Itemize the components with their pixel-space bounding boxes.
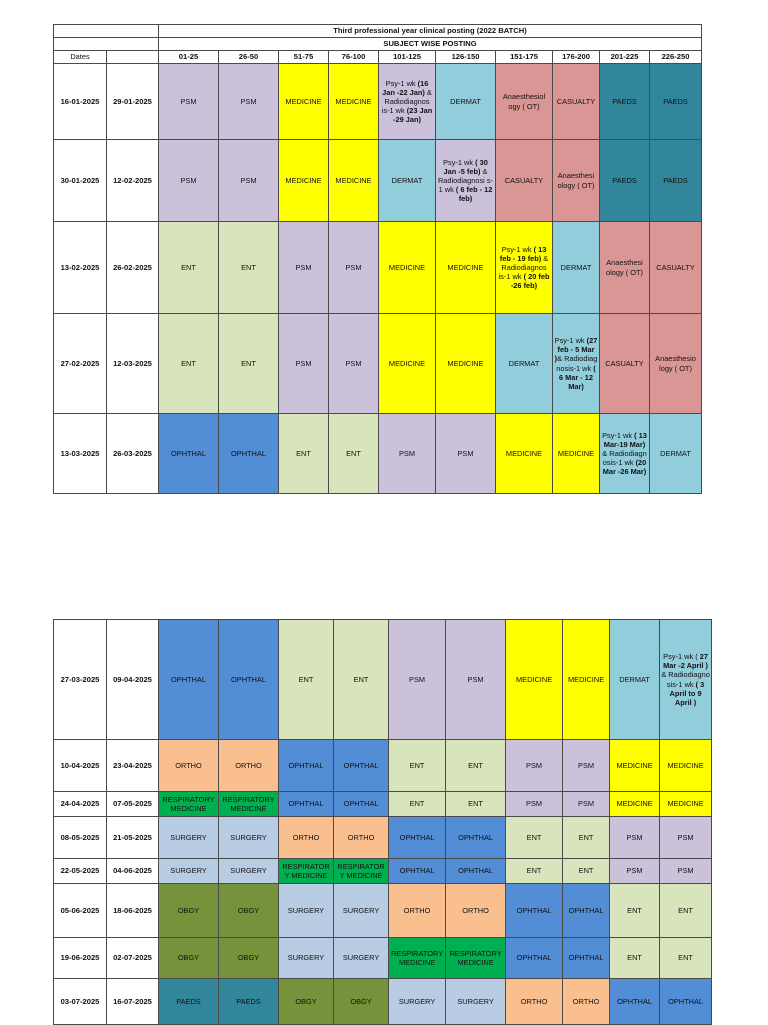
table-row (54, 414, 702, 494)
posting-cell: SURGERY (334, 938, 389, 979)
column-header-51-75: 51-75 (279, 51, 329, 64)
posting-table-2 (53, 619, 712, 1025)
posting-cell: OPHTHAL (389, 817, 446, 859)
posting-cell: SURGERY (446, 979, 506, 1025)
posting-cell: OPHTHAL (159, 620, 219, 740)
posting-cell: PSM (563, 792, 610, 817)
posting-cell: Anaesthesio logy ( OT) (650, 314, 702, 414)
posting-cell: RESPIRATORY MEDICINE (334, 859, 389, 884)
posting-note-cell: Psy-1 wk ( 27 Mar -2 April ) & Radiodiagno sis-1 wk ( 3 April to 9 April ) (660, 620, 712, 740)
posting-cell: ORTHO (159, 740, 219, 792)
posting-cell: OPHTHAL (334, 792, 389, 817)
posting-cell: MEDICINE (379, 314, 436, 414)
posting-cell: MEDICINE (329, 140, 379, 222)
posting-cell: ENT (334, 620, 389, 740)
posting-cell: PSM (329, 314, 379, 414)
column-header-76-100: 76-100 (329, 51, 379, 64)
posting-cell: PSM (446, 620, 506, 740)
title-row (54, 25, 702, 38)
posting-cell: RESPIRATORY MEDICINE (389, 938, 446, 979)
date-from: 19-06-2025 (54, 938, 107, 979)
posting-cell: ENT (219, 314, 279, 414)
date-to: 26-02-2025 (107, 222, 159, 314)
posting-cell: PAEDS (650, 64, 702, 140)
column-header-226-250: 226-250 (650, 51, 702, 64)
posting-note-cell: Psy-1 wk (27 feb - 5 Mar )& Radiodiag nosis-1 wk ( 6 Mar - 12 Mar) (553, 314, 600, 414)
posting-cell: CASUALTY (553, 64, 600, 140)
date-to: 23-04-2025 (107, 740, 159, 792)
posting-cell: CASUALTY (496, 140, 553, 222)
posting-cell: SURGERY (219, 817, 279, 859)
posting-cell: PSM (610, 859, 660, 884)
column-header-row (54, 51, 702, 64)
posting-note-cell: Psy-1 wk ( 13 feb - 19 feb) & Radiodiagnos is-1 wk ( 20 feb -26 feb) (496, 222, 553, 314)
posting-cell: OPHTHAL (610, 979, 660, 1025)
posting-cell: MEDICINE (329, 64, 379, 140)
date-from: 13-03-2025 (54, 414, 107, 494)
column-header-01-25: 01-25 (159, 51, 219, 64)
date-from: 08-05-2025 (54, 817, 107, 859)
posting-cell: OPHTHAL (660, 979, 712, 1025)
posting-cell: PSM (159, 140, 219, 222)
posting-cell: OPHTHAL (446, 859, 506, 884)
posting-cell: ENT (279, 414, 329, 494)
posting-cell: PAEDS (600, 140, 650, 222)
date-to: 12-02-2025 (107, 140, 159, 222)
posting-cell: ENT (159, 222, 219, 314)
posting-cell: SURGERY (159, 817, 219, 859)
posting-cell: ENT (389, 740, 446, 792)
posting-cell: ORTHO (389, 884, 446, 938)
posting-note-cell: Psy-1 wk ( 30 Jan -5 feb) & Radiodiagnosi s-1 wk ( 6 feb - 12 feb) (436, 140, 496, 222)
page-title: Third professional year clinical posting (2022 BATCH) (159, 25, 702, 38)
posting-cell: ENT (563, 859, 610, 884)
posting-cell: PSM (436, 414, 496, 494)
table-row (54, 140, 702, 222)
date-to: 21-05-2025 (107, 817, 159, 859)
posting-cell: SURGERY (279, 938, 334, 979)
table-row (54, 792, 712, 817)
posting-cell: ORTHO (446, 884, 506, 938)
posting-cell: PSM (329, 222, 379, 314)
table-row (54, 859, 712, 884)
table-row (54, 314, 702, 414)
posting-cell: Anaesthesi ology ( OT) (553, 140, 600, 222)
posting-cell: Anaesthesiol ogy ( OT) (496, 64, 553, 140)
column-header-151-175: 151-175 (496, 51, 553, 64)
posting-cell: ENT (159, 314, 219, 414)
date-to: 16-07-2025 (107, 979, 159, 1025)
date-from: 22-05-2025 (54, 859, 107, 884)
posting-cell: MEDICINE (553, 414, 600, 494)
posting-cell: MEDICINE (563, 620, 610, 740)
posting-cell: OPHTHAL (563, 884, 610, 938)
posting-cell: PSM (159, 64, 219, 140)
posting-cell: PSM (389, 620, 446, 740)
posting-cell: OBGY (219, 938, 279, 979)
date-from: 27-03-2025 (54, 620, 107, 740)
posting-cell: DERMAT (496, 314, 553, 414)
posting-cell: MEDICINE (436, 314, 496, 414)
posting-cell: PSM (660, 859, 712, 884)
posting-cell: OPHTHAL (506, 938, 563, 979)
table-row (54, 64, 702, 140)
posting-cell: PSM (219, 140, 279, 222)
page-subtitle: SUBJECT WISE POSTING (159, 38, 702, 51)
posting-cell: ORTHO (506, 979, 563, 1025)
posting-cell: RESPIRATORY MEDICINE (446, 938, 506, 979)
posting-cell: MEDICINE (279, 140, 329, 222)
date-to: 07-05-2025 (107, 792, 159, 817)
column-header-26-50: 26-50 (219, 51, 279, 64)
posting-cell: MEDICINE (660, 792, 712, 817)
posting-cell: OPHTHAL (334, 740, 389, 792)
posting-cell: OPHTHAL (219, 620, 279, 740)
posting-cell: CASUALTY (650, 222, 702, 314)
subtitle-row (54, 38, 702, 51)
date-to: 18-06-2025 (107, 884, 159, 938)
column-header-101-125: 101-125 (379, 51, 436, 64)
posting-cell: RESPIRATORY MEDICINE (219, 792, 279, 817)
posting-cell: PSM (506, 740, 563, 792)
posting-cell: ORTHO (334, 817, 389, 859)
date-to: 09-04-2025 (107, 620, 159, 740)
posting-cell: MEDICINE (610, 740, 660, 792)
posting-cell: SURGERY (389, 979, 446, 1025)
table-row (54, 938, 712, 979)
posting-cell: PSM (279, 314, 329, 414)
date-to: 26-03-2025 (107, 414, 159, 494)
posting-cell: Anaesthesi ology ( OT) (600, 222, 650, 314)
posting-cell: CASUALTY (600, 314, 650, 414)
posting-cell: RESPIRATORY MEDICINE (159, 792, 219, 817)
posting-cell: PSM (379, 414, 436, 494)
posting-cell: OPHTHAL (506, 884, 563, 938)
date-from: 30-01-2025 (54, 140, 107, 222)
posting-cell: OBGY (159, 938, 219, 979)
posting-cell: PSM (506, 792, 563, 817)
posting-cell: OPHTHAL (279, 740, 334, 792)
posting-cell: ENT (329, 414, 379, 494)
posting-cell: ENT (660, 884, 712, 938)
posting-cell: ENT (446, 740, 506, 792)
posting-cell: OPHTHAL (389, 859, 446, 884)
posting-cell: PAEDS (219, 979, 279, 1025)
posting-cell: OBGY (159, 884, 219, 938)
table-row (54, 817, 712, 859)
posting-cell: RESPIRATORY MEDICINE (279, 859, 334, 884)
date-from: 10-04-2025 (54, 740, 107, 792)
posting-cell: ENT (219, 222, 279, 314)
posting-cell: ENT (279, 620, 334, 740)
date-from: 16-01-2025 (54, 64, 107, 140)
posting-cell: PSM (279, 222, 329, 314)
date-to: 29-01-2025 (107, 64, 159, 140)
posting-cell: OPHTHAL (563, 938, 610, 979)
posting-cell: ENT (389, 792, 446, 817)
posting-cell: DERMAT (436, 64, 496, 140)
posting-cell: PSM (610, 817, 660, 859)
posting-cell: ENT (660, 938, 712, 979)
dates-label: Dates (54, 51, 107, 64)
posting-cell: MEDICINE (610, 792, 660, 817)
posting-cell: ENT (446, 792, 506, 817)
date-from: 27-02-2025 (54, 314, 107, 414)
posting-note-cell: Psy-1 wk (16 Jan -22 Jan) & Radiodiagnos is-1 wk (23 Jan -29 Jan) (379, 64, 436, 140)
posting-cell: MEDICINE (436, 222, 496, 314)
table-row (54, 979, 712, 1025)
posting-cell: PAEDS (159, 979, 219, 1025)
date-from: 24-04-2025 (54, 792, 107, 817)
column-header-126-150: 126-150 (436, 51, 496, 64)
posting-cell: MEDICINE (660, 740, 712, 792)
posting-cell: SURGERY (279, 884, 334, 938)
posting-cell: ORTHO (563, 979, 610, 1025)
table-row (54, 222, 702, 314)
posting-cell: ORTHO (279, 817, 334, 859)
posting-cell: SURGERY (219, 859, 279, 884)
posting-note-cell: Psy-1 wk ( 13 Mar-19 Mar) & Radiodiagn osis-1 wk (20 Mar -26 Mar) (600, 414, 650, 494)
date-from: 05-06-2025 (54, 884, 107, 938)
posting-cell: PSM (563, 740, 610, 792)
table-row (54, 884, 712, 938)
posting-cell: ENT (610, 884, 660, 938)
posting-cell: PAEDS (650, 140, 702, 222)
posting-cell: SURGERY (159, 859, 219, 884)
posting-cell: PSM (219, 64, 279, 140)
date-to: 04-06-2025 (107, 859, 159, 884)
table-row (54, 620, 712, 740)
posting-cell: PSM (660, 817, 712, 859)
posting-cell: ORTHO (219, 740, 279, 792)
posting-cell: OPHTHAL (279, 792, 334, 817)
posting-cell: OBGY (279, 979, 334, 1025)
date-to: 12-03-2025 (107, 314, 159, 414)
posting-cell: MEDICINE (506, 620, 563, 740)
posting-cell: MEDICINE (496, 414, 553, 494)
date-to: 02-07-2025 (107, 938, 159, 979)
column-header-176-200: 176-200 (553, 51, 600, 64)
posting-cell: PAEDS (600, 64, 650, 140)
posting-cell: DERMAT (610, 620, 660, 740)
date-from: 13-02-2025 (54, 222, 107, 314)
posting-cell: MEDICINE (379, 222, 436, 314)
posting-cell: DERMAT (650, 414, 702, 494)
posting-table-1 (53, 24, 702, 494)
column-header-201-225: 201-225 (600, 51, 650, 64)
posting-cell: ENT (610, 938, 660, 979)
posting-cell: SURGERY (334, 884, 389, 938)
posting-cell: DERMAT (553, 222, 600, 314)
table-row (54, 740, 712, 792)
posting-cell: ENT (506, 817, 563, 859)
posting-cell: OBGY (334, 979, 389, 1025)
posting-cell: DERMAT (379, 140, 436, 222)
posting-cell: OPHTHAL (159, 414, 219, 494)
posting-cell: OPHTHAL (219, 414, 279, 494)
posting-cell: OPHTHAL (446, 817, 506, 859)
posting-cell: ENT (563, 817, 610, 859)
posting-cell: OBGY (219, 884, 279, 938)
date-from: 03-07-2025 (54, 979, 107, 1025)
posting-cell: ENT (506, 859, 563, 884)
posting-cell: MEDICINE (279, 64, 329, 140)
